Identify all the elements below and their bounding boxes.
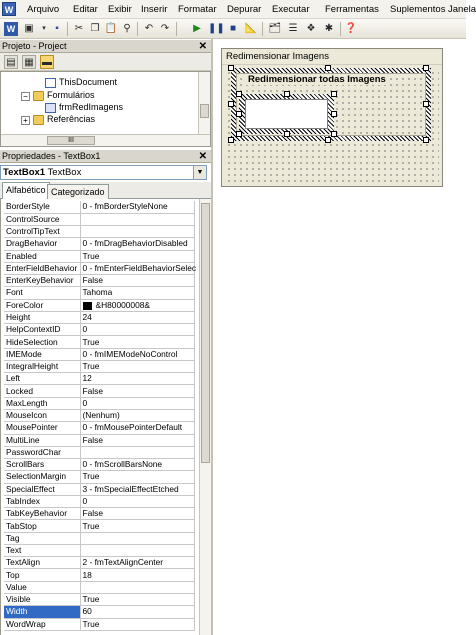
help-icon[interactable]: ❓ [344, 23, 358, 34]
toolbar-separator [176, 22, 177, 36]
resize-handle[interactable] [325, 137, 331, 143]
property-name[interactable]: EnterKeyBehavior [4, 275, 80, 287]
property-name[interactable]: ScrollBars [4, 459, 80, 471]
property-value[interactable] [80, 569, 195, 581]
property-value-text: True [82, 361, 100, 372]
properties-pane-title: Propriedades - TextBox1 [2, 151, 101, 161]
toggle-folders-icon[interactable]: ▬ [42, 57, 52, 68]
property-name[interactable]: MousePointer [4, 422, 80, 434]
property-value[interactable] [80, 250, 195, 262]
property-row[interactable] [4, 385, 195, 397]
property-row[interactable] [4, 360, 195, 372]
property-name[interactable]: MouseIcon [4, 410, 80, 422]
property-row[interactable] [4, 250, 195, 262]
property-name[interactable]: Text [4, 544, 80, 556]
property-value[interactable] [80, 348, 195, 360]
property-name[interactable]: PasswordChar [4, 446, 80, 458]
property-name[interactable]: ControlTipText [4, 226, 80, 238]
view-code-icon[interactable]: ▤ [4, 55, 18, 69]
toolbar-separator [137, 22, 138, 36]
menu-exibir[interactable]: Exibir [108, 4, 132, 15]
tab-categorizado[interactable]: Categorizado [47, 184, 109, 199]
property-value-text: Tahoma [82, 287, 113, 298]
property-row[interactable] [4, 532, 195, 544]
property-value[interactable] [80, 213, 195, 225]
property-name[interactable]: TextAlign [4, 557, 80, 569]
property-value-text: True [82, 471, 100, 482]
undo-icon[interactable]: ↶ [144, 23, 154, 34]
tree-item-label: Referências [47, 114, 96, 124]
property-name[interactable]: BorderStyle [4, 201, 80, 213]
resize-handle[interactable] [236, 131, 242, 137]
property-value-text: 2 - fmTextAlignCenter [82, 557, 164, 568]
property-row[interactable] [4, 618, 195, 630]
selected-object-name: TextBox1 [3, 167, 46, 178]
tree-item-label: ThisDocument [59, 77, 118, 87]
property-value[interactable] [80, 495, 195, 507]
property-value[interactable] [80, 324, 195, 336]
project-vertical-scrollbar[interactable] [198, 72, 210, 134]
property-value[interactable] [80, 434, 195, 446]
resize-handle[interactable] [236, 91, 242, 97]
property-row[interactable] [4, 581, 195, 593]
dropdown-arrow-icon[interactable]: ▾ [42, 25, 46, 32]
property-name[interactable]: Visible [4, 594, 80, 606]
property-row[interactable] [4, 373, 195, 385]
collapse-icon[interactable]: − [21, 92, 30, 101]
userform-caption: Redimensionar Imagens [226, 51, 329, 62]
property-value-text: True [82, 618, 100, 629]
property-name[interactable]: IMEMode [4, 348, 80, 360]
menu-suplementos[interactable]: Suplementos [390, 4, 446, 15]
property-value-text: 18 [82, 569, 92, 580]
property-name[interactable]: Tag [4, 532, 80, 544]
property-row[interactable] [4, 275, 195, 287]
property-value[interactable] [80, 373, 195, 385]
properties-grid [0, 199, 211, 635]
property-value-text: False [82, 275, 103, 286]
project-pane-titlebar [0, 40, 211, 53]
userform-titlebar [222, 49, 442, 65]
tree-item-label: frmRedImagens [59, 102, 124, 112]
property-name[interactable]: TabStop [4, 520, 80, 532]
properties-pane-titlebar [0, 150, 211, 163]
resize-handle[interactable] [423, 65, 429, 71]
menu-arquivo[interactable]: Arquivo [27, 4, 60, 15]
property-name[interactable]: Enabled [4, 250, 80, 262]
property-value-text: 0 - fmIMEModeNoControl [82, 348, 178, 359]
project-explorer-icon[interactable]: 🗂 [268, 23, 282, 34]
property-row[interactable] [4, 422, 195, 434]
chevron-down-icon[interactable]: ▼ [193, 166, 206, 179]
object-selector[interactable] [0, 165, 207, 180]
property-value-text: 12 [82, 373, 92, 384]
property-value[interactable] [80, 336, 195, 348]
property-value[interactable] [80, 594, 195, 606]
property-value-text: 0 - fmMousePointerDefault [82, 422, 183, 433]
project-horizontal-scrollbar[interactable]: III [1, 134, 210, 146]
property-value[interactable] [80, 422, 195, 434]
menu-depurar[interactable]: Depurar [227, 4, 262, 15]
property-row[interactable] [4, 544, 195, 556]
menu-bar [0, 0, 476, 19]
menu-ferramentas[interactable]: Ferramentas [325, 4, 379, 15]
property-value-text: False [82, 385, 103, 396]
property-row[interactable] [4, 397, 195, 409]
save-icon[interactable]: ▪ [55, 23, 59, 34]
tree-item-label: Formulários [47, 90, 95, 100]
copy-icon[interactable]: ❐ [90, 23, 100, 34]
resize-handle[interactable] [331, 131, 337, 137]
paste-icon[interactable]: 📋 [104, 23, 118, 34]
property-row[interactable] [4, 434, 195, 446]
property-value[interactable] [80, 226, 195, 238]
property-value-text: True [82, 594, 100, 605]
property-row[interactable] [4, 569, 195, 581]
properties-vertical-scrollbar[interactable] [199, 199, 211, 635]
property-value-text: 60 [82, 606, 92, 617]
close-icon[interactable]: ✕ [198, 41, 207, 52]
expand-icon[interactable]: + [21, 116, 30, 125]
property-value-text: 0 [82, 397, 88, 408]
property-value[interactable] [80, 262, 195, 274]
property-value[interactable] [80, 311, 195, 323]
property-row[interactable] [4, 238, 195, 250]
property-value[interactable] [80, 385, 195, 397]
toolbar-separator [262, 22, 263, 36]
tree-item-referencias[interactable] [33, 114, 95, 125]
property-value[interactable] [80, 557, 195, 569]
property-value-text: &H80000008& [95, 299, 150, 310]
property-value[interactable] [80, 483, 195, 495]
property-name[interactable]: TabIndex [4, 495, 80, 507]
property-name[interactable]: TabKeyBehavior [4, 508, 80, 520]
properties-window-icon[interactable]: ☰ [288, 23, 298, 34]
property-row[interactable] [4, 226, 195, 238]
property-value[interactable] [80, 508, 195, 520]
property-value[interactable] [80, 520, 195, 532]
property-value-text: (Nenhum) [82, 410, 120, 421]
folder-icon [33, 115, 44, 125]
property-row[interactable] [4, 324, 195, 336]
tab-alfabetico[interactable]: Alfabético [2, 182, 50, 200]
property-value-text: 0 - fmDragBehaviorDisabled [82, 238, 188, 249]
properties-table [4, 201, 195, 631]
property-name[interactable]: IntegralHeight [4, 360, 80, 372]
tree-item-frmredimagens[interactable] [45, 102, 123, 113]
project-tree [0, 71, 211, 147]
property-row[interactable] [4, 606, 195, 618]
resize-handle[interactable] [331, 111, 337, 117]
property-name[interactable]: Top [4, 569, 80, 581]
color-swatch-icon [83, 302, 92, 310]
property-row[interactable] [4, 459, 195, 471]
property-name[interactable]: Left [4, 373, 80, 385]
resize-handle[interactable] [423, 101, 429, 107]
property-value-text: 0 - fmBorderStyleNone [82, 201, 168, 212]
property-value[interactable] [80, 618, 195, 630]
menu-inserir[interactable]: Inserir [141, 4, 168, 15]
property-value[interactable] [80, 360, 195, 372]
property-row[interactable] [4, 299, 195, 311]
property-name[interactable]: DragBehavior [4, 238, 80, 250]
property-value-text: 24 [82, 312, 92, 323]
property-value[interactable] [80, 544, 195, 556]
frame-caption: Redimensionar todas Imagens [248, 74, 386, 85]
properties-tabs [0, 182, 211, 199]
tree-item-thisdocument[interactable] [45, 77, 117, 88]
property-value-text: False [82, 434, 103, 445]
module-icon [45, 78, 56, 88]
menu-janela[interactable]: Janela [448, 4, 476, 15]
property-name[interactable]: MaxLength [4, 397, 80, 409]
design-mode-icon[interactable]: 📐 [244, 23, 258, 34]
property-name[interactable]: SelectionMargin [4, 471, 80, 483]
resize-handle[interactable] [228, 101, 234, 107]
property-value[interactable] [80, 471, 195, 483]
property-value-text: False [82, 508, 103, 519]
resize-handle[interactable] [228, 65, 234, 71]
property-value-text: 0 - fmScrollBarsNone [82, 459, 163, 470]
property-value[interactable] [80, 299, 195, 311]
property-row[interactable] [4, 594, 195, 606]
property-value-text: 0 [82, 496, 88, 506]
standard-toolbar [0, 19, 466, 39]
menu-executar[interactable]: Executar [272, 4, 310, 15]
property-value[interactable] [80, 201, 195, 213]
property-name[interactable]: Font [4, 287, 80, 299]
property-name[interactable]: HideSelection [4, 336, 80, 348]
property-value-text: 3 - fmSpecialEffectEtched [82, 483, 179, 494]
tree-item-formularios[interactable] [33, 90, 95, 101]
property-value-text: True [82, 336, 100, 347]
property-name[interactable]: Height [4, 311, 80, 323]
find-icon[interactable]: ⚲ [123, 23, 131, 34]
property-value[interactable] [80, 446, 195, 458]
resize-handle[interactable] [284, 91, 290, 97]
property-name[interactable]: ControlSource [4, 213, 80, 225]
property-row[interactable] [4, 213, 195, 225]
property-row[interactable] [4, 287, 195, 299]
property-value[interactable] [80, 275, 195, 287]
property-value-text: True [82, 250, 100, 261]
resize-handle[interactable] [331, 91, 337, 97]
folder-icon [33, 91, 44, 101]
property-row[interactable] [4, 311, 195, 323]
property-value[interactable] [80, 238, 195, 250]
word-app-icon[interactable]: W [2, 2, 16, 16]
property-row[interactable] [4, 201, 195, 213]
property-value-text: True [82, 520, 100, 531]
userform-window[interactable] [221, 48, 443, 187]
property-name[interactable]: ForeColor [4, 299, 80, 311]
property-row[interactable] [4, 446, 195, 458]
property-value[interactable] [80, 397, 195, 409]
resize-handle[interactable] [284, 131, 290, 137]
property-value[interactable] [80, 532, 195, 544]
property-row[interactable] [4, 520, 195, 532]
object-browser-icon[interactable]: ❖ [306, 23, 316, 34]
redo-icon[interactable]: ↷ [160, 23, 170, 34]
resize-handle[interactable] [423, 137, 429, 143]
property-value-text: 0 [82, 324, 88, 335]
property-row[interactable] [4, 557, 195, 569]
property-name[interactable]: Locked [4, 385, 80, 397]
property-row[interactable] [4, 336, 195, 348]
property-value[interactable] [80, 287, 195, 299]
property-name[interactable]: HelpContextID [4, 324, 80, 336]
menu-editar[interactable]: Editar [73, 4, 98, 15]
cut-icon[interactable]: ✂ [74, 23, 84, 34]
property-row[interactable] [4, 410, 195, 422]
property-name[interactable]: SpecialEffect [4, 483, 80, 495]
property-name[interactable]: Value [4, 581, 80, 593]
property-value[interactable] [80, 606, 195, 618]
property-name[interactable]: Width [4, 606, 80, 618]
property-row[interactable] [4, 495, 195, 507]
property-row[interactable] [4, 508, 195, 520]
close-icon[interactable]: ✕ [198, 151, 207, 162]
property-value[interactable] [80, 459, 195, 471]
reset-icon[interactable]: ■ [229, 23, 237, 34]
property-value-text: 0 - fmEnterFieldBehaviorSelec [82, 262, 197, 273]
toolbar-separator [67, 22, 68, 36]
property-row[interactable] [4, 262, 195, 274]
project-pane-title: Projeto - Project [2, 41, 67, 51]
break-icon[interactable]: ❚❚ [208, 23, 225, 34]
toolbar-separator [340, 22, 341, 36]
textbox1-control[interactable] [245, 99, 328, 129]
selected-object-type: TextBox [47, 167, 82, 178]
property-row[interactable] [4, 471, 195, 483]
property-row[interactable] [4, 348, 195, 360]
property-value[interactable] [80, 410, 195, 422]
resize-handle[interactable] [236, 111, 242, 117]
resize-handle[interactable] [228, 137, 234, 143]
property-row[interactable] [4, 483, 195, 495]
view-object-icon[interactable]: ▦ [22, 55, 36, 69]
userform-icon [45, 103, 56, 113]
insert-userform-icon[interactable]: ▣ [24, 23, 34, 34]
toolbox-icon[interactable]: ✱ [324, 23, 334, 34]
property-value[interactable] [80, 581, 195, 593]
property-name[interactable]: WordWrap [4, 618, 80, 630]
resize-handle[interactable] [325, 65, 331, 71]
project-pane-toolbar [0, 53, 211, 71]
property-name[interactable]: MultiLine [4, 434, 80, 446]
view-word-icon[interactable]: W [4, 22, 18, 36]
property-name[interactable]: EnterFieldBehavior [4, 262, 80, 274]
run-icon[interactable]: ▶ [193, 23, 201, 34]
menu-formatar[interactable]: Formatar [178, 4, 217, 15]
